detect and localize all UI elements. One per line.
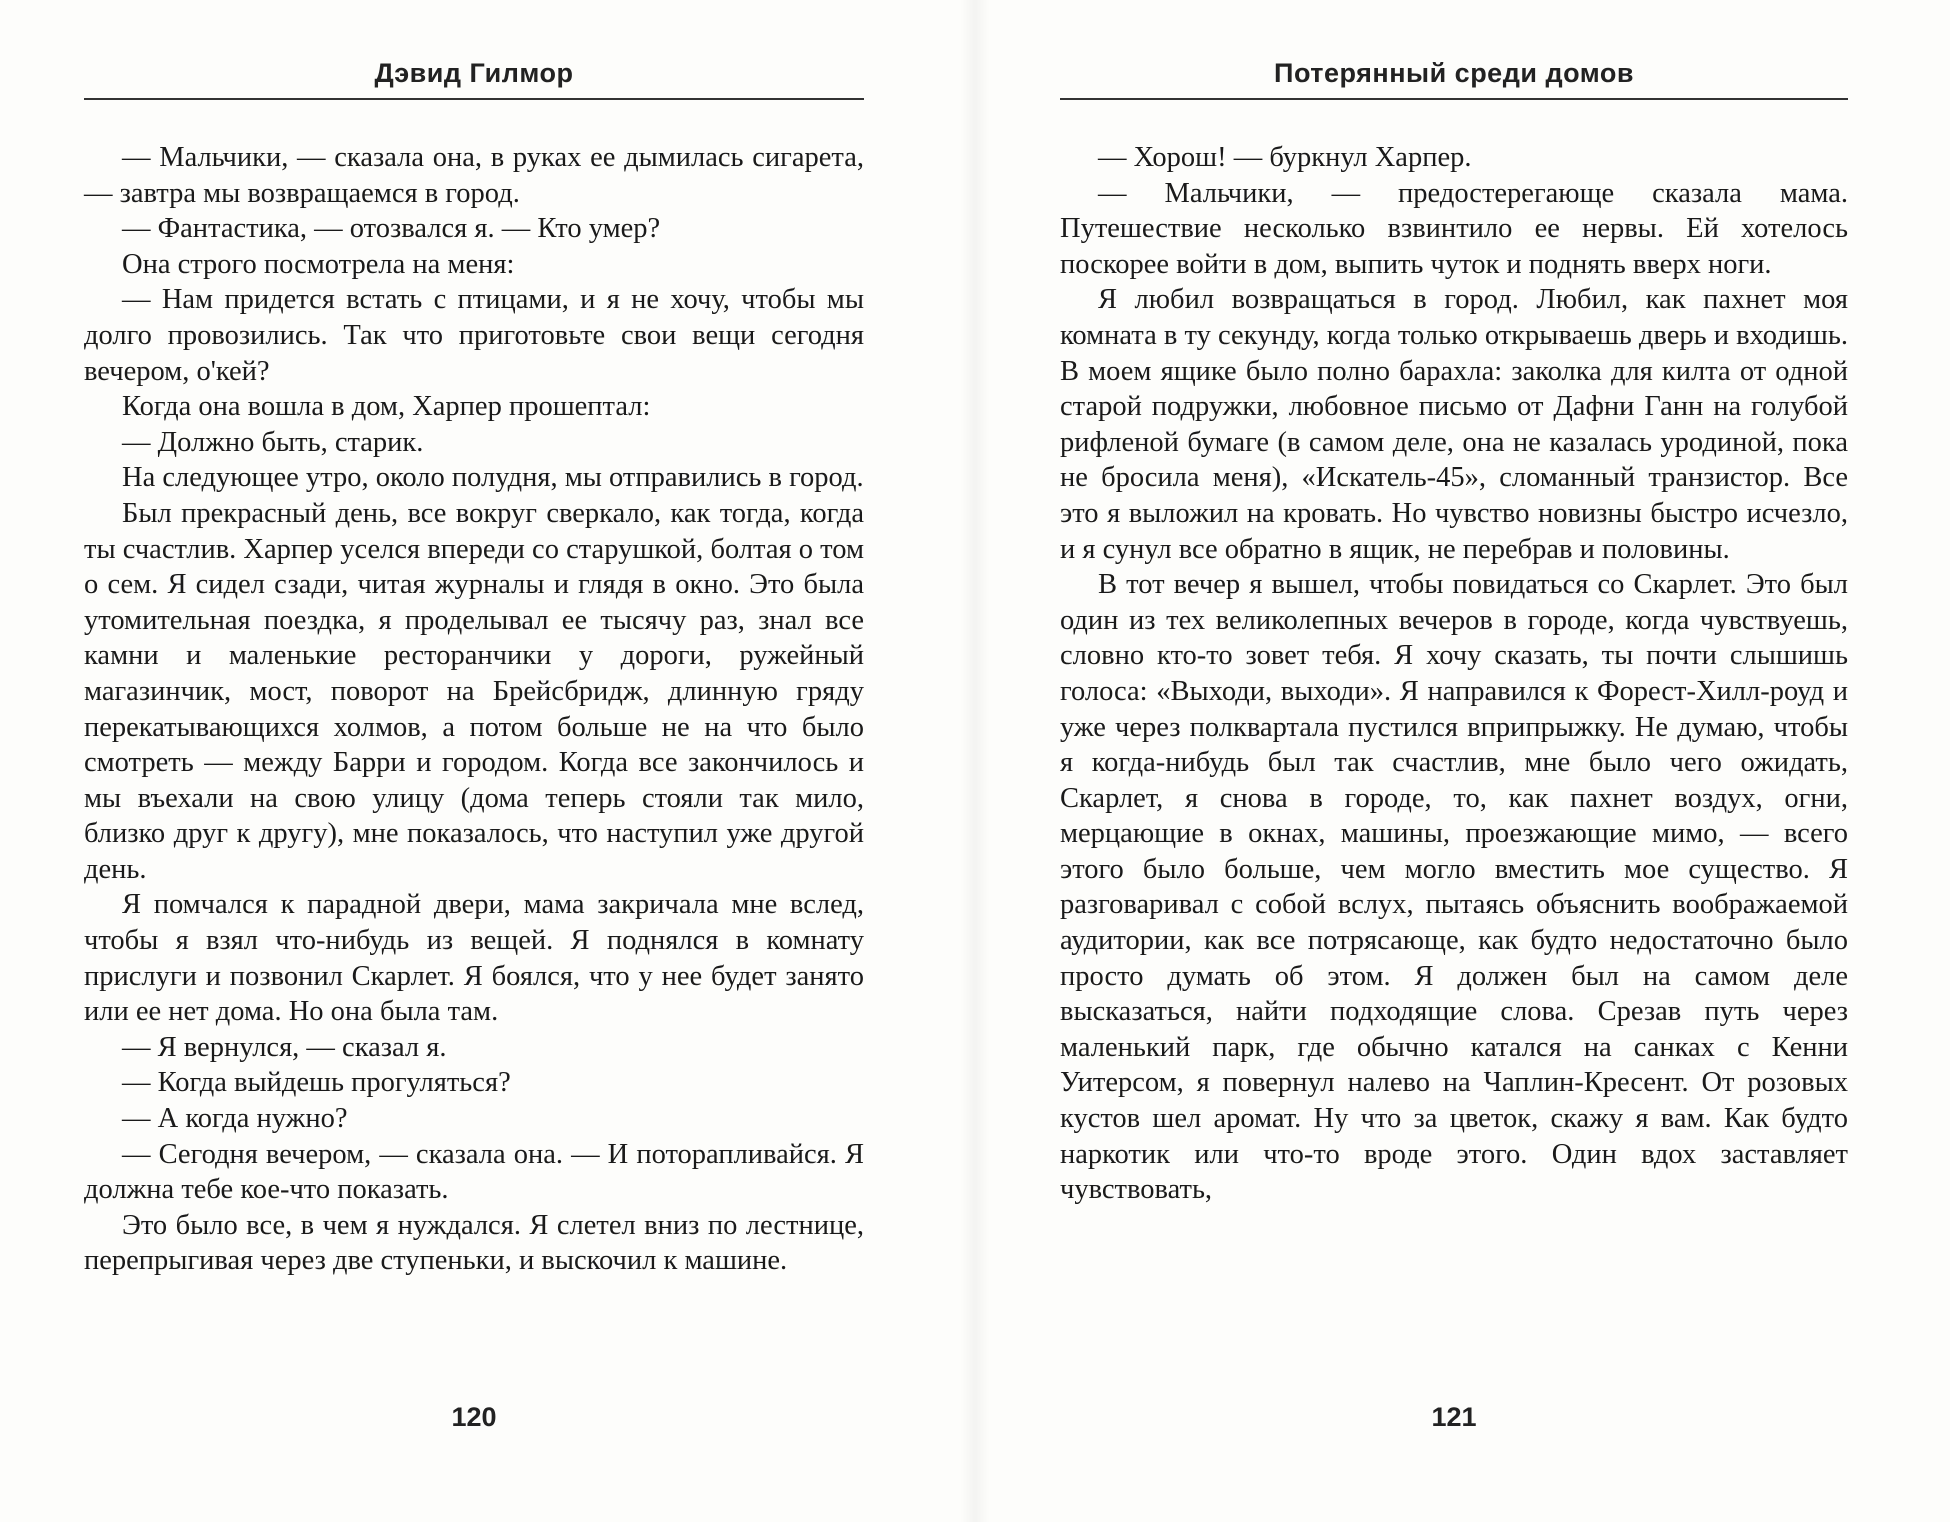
paragraph: На следующее утро, около полудня, мы отправились в город. [122, 462, 864, 494]
left-page-body [84, 140, 864, 1279]
paragraph: Она строго посмотрела на меня: [122, 248, 515, 280]
paragraph: Когда она вошла в дом, Харпер прошептал: [122, 391, 651, 423]
paragraph: В тот вечер я вышел, чтобы повидаться со Скарлет. Это был один из тех великолепных вечеров в городе, когда чувствуешь, словно кто-то зовет тебя. Я хочу сказать, ты почти слышишь голоса: «Выходи, выходи». Я направился к Форест-Хилл-роуд и уже через полквартала пустился вприпрыжку. Не думаю, чтобы я когда-нибудь был так счастлив, мне было чего ожидать, Скарлет, я снова в городе, то, как пахнет воздух, огни, мерцающие в окнах, машины, проезжающие мимо, — всего этого было больше, чем могло вместить мое существо. Я разговаривал с собой вслух, пытаясь объяснить воображаемой аудитории, как все потрясающе, как будто недостаточно было просто думать об этом. Я должен был на самом деле высказаться, найти подходящие слова. Срезав путь через маленький парк, где обычно катался на санках с Кенни Уитерсом, я повернул налево на Чаплин-Кресент. От розовых кустов шел аромат. Ну что за цветок, скажу я вам. Как будто наркотик или что-то вроде этого. Один вдох заставляет чувствовать, [1060, 569, 1848, 1206]
paragraph: Был прекрасный день, все вокруг сверкало, как тогда, когда ты счастлив. Харпер уселся впереди со старушкой, болтая о том о сем. Я сидел сзади, читая журналы и глядя в окно. Это была утомительная поездка, я проделывал ее тысячу раз, знал все камни и маленькие ресторанчики у дороги, ружейный магазинчик, мост, поворот на Брейсбридж, длинную гряду перекатывающихся холмов, а потом больше не на что было смотреть — между Барри и городом. Когда все закончилось и мы въехали на свою улицу (дома теперь стояли так мило, близко друг к другу), мне показалось, что наступил уже другой день. [84, 497, 864, 885]
paragraph: — Нам придется встать с птицами, и я не хочу, чтобы мы долго провозились. Так что приготовьте свои вещи сегодня вечером, о'кей? [84, 284, 864, 387]
right-page [1060, 0, 1848, 1522]
paragraph: Я помчался к парадной двери, мама закричала мне вслед, чтобы я взял что-нибудь из вещей. Я поднялся в комнату прислуги и позвонил Скарлет. Я боялся, что у нее будет занято или ее нет дома. Но она была там. [84, 889, 864, 1028]
paragraph: — А когда нужно? [122, 1103, 348, 1135]
paragraph: Я любил возвращаться в город. Любил, как пахнет моя комната в ту секунду, когда только открываешь дверь и входишь. В моем ящике было полно барахла: заколка для килта от одной старой подружки, любовное письмо от Дафни Ганн на голубой рифленой бумаге (в самом деле, она не казалась уродиной, пока не бросила меня), «Искатель-45», сломанный транзистор. Все это я выложил на кровать. Но чувство новизны быстро исчезло, и я сунул все обратно в ящик, не перебрав и половины. [1060, 284, 1848, 565]
paragraph: — Мальчики, — сказала она, в руках ее дымилась сигарета, — завтра мы возвращаемся в город. [84, 142, 864, 209]
running-head-author: Дэвид Гилмор [374, 58, 574, 88]
paragraph: — Фантастика, — отозвался я. — Кто умер? [122, 213, 661, 245]
header-rule [1060, 98, 1848, 100]
page-number-right: 121 [1431, 1402, 1477, 1432]
header-rule [84, 98, 864, 100]
paragraph: — Я вернулся, — сказал я. [122, 1031, 447, 1063]
paragraph: — Когда выйдешь прогуляться? [122, 1067, 511, 1099]
paragraph: — Сегодня вечером, — сказала она. — И поторапливайся. Я должна тебе кое-что показать. [84, 1138, 864, 1206]
paragraph: Это было все, в чем я нуждался. Я слетел вниз по лестнице, перепрыгивая через две ступеньки, и выскочил к машине. [84, 1209, 864, 1277]
paragraph: — Мальчики, — предостерегающе сказала мама. Путешествие несколько взвинтило ее нервы. Ей хотелось поскорее войти в дом, выпить чуток и поднять вверх ноги. [1060, 177, 1848, 280]
page-number-left: 120 [451, 1402, 497, 1432]
right-page-body [1060, 140, 1848, 1208]
paragraph: — Хорош! — буркнул Харпер. [1098, 142, 1472, 173]
paragraph: — Должно быть, старик. [122, 426, 424, 458]
book-gutter [960, 0, 990, 1522]
running-head-title: Потерянный среди домов [1274, 58, 1634, 88]
left-page [84, 0, 864, 1522]
